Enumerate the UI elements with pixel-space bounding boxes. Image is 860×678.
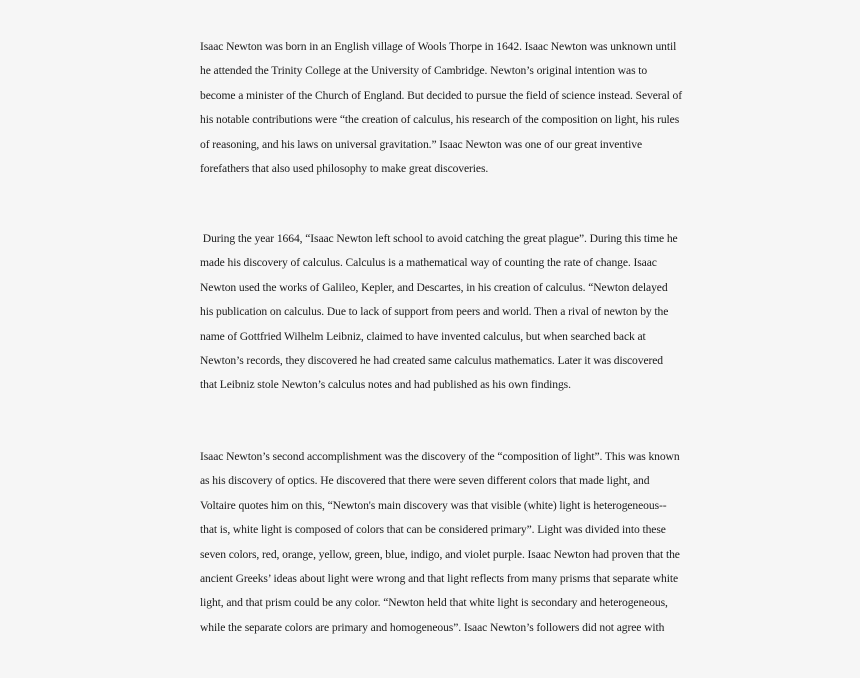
text-line: Isaac Newton’s second accomplishment was the discovery of the “composition of light”. This was known [200, 450, 680, 463]
text-line: name of Gottfried Wilhelm Leibniz, claimed to have invented calculus, but when searched back at [200, 329, 646, 343]
text-line: Newton’s records, they discovered he had created same calculus mathematics. Later it was discovered [200, 353, 664, 367]
text-line: light, and that prism could be any color. “Newton held that white light is secondary and heterogeneous, [200, 596, 668, 610]
text-line: his notable contributions were “the creation of calculus, his research of the composition on light, his rules [200, 113, 680, 127]
text-line: his publication on calculus. Due to lack of support from peers and world. Then a rival of newton by the [200, 305, 669, 319]
text-line: Voltaire quotes him on this, “Newton's main discovery was that visible (white) light is heterogeneous-- [200, 498, 667, 512]
text-line: ancient Greeks’ ideas about light were wrong and that light reflects from many prisms that separate white [200, 571, 678, 585]
paragraph-optics [200, 445, 680, 640]
text-line: that is, white light is composed of colors that can be considered primary”. Light was divided into these [200, 523, 666, 537]
text-line: become a minister of the Church of England. But decided to pursue the field of science instead. Several of [200, 88, 682, 102]
paragraph-calculus [200, 227, 678, 398]
text-line: that Leibniz stole Newton’s calculus notes and had published as his own findings. [200, 378, 571, 392]
text-line: seven colors, red, orange, yellow, green, blue, indigo, and violet purple. Isaac Newton had proven that the [200, 547, 680, 561]
text-line: Isaac Newton was born in an English village of Wools Thorpe in 1642. Isaac Newton was unknown until [200, 40, 677, 53]
text-line: as his discovery of optics. He discovered that there were seven different colors that made light, and [200, 474, 650, 488]
text-line: made his discovery of calculus. Calculus is a mathematical way of counting the rate of change. Isaac [200, 256, 657, 270]
text-line: he attended the Trinity College at the University of Cambridge. Newton’s original intention was to [200, 64, 648, 78]
text-line: Newton used the works of Galileo, Kepler, and Descartes, in his creation of calculus. “Newton delayed [200, 280, 668, 294]
text-line: During the year 1664, “Isaac Newton left school to avoid catching the great plague”. During this time he [200, 232, 678, 245]
text-line: of reasoning, and his laws on universal gravitation.” Isaac Newton was one of our great inventive [200, 137, 642, 151]
paragraph-newton-background [200, 35, 682, 181]
text-line: forefathers that also used philosophy to make great discoveries. [200, 161, 489, 175]
text-line: while the separate colors are primary and homogeneous”. Isaac Newton’s followers did not agree with [200, 620, 665, 634]
